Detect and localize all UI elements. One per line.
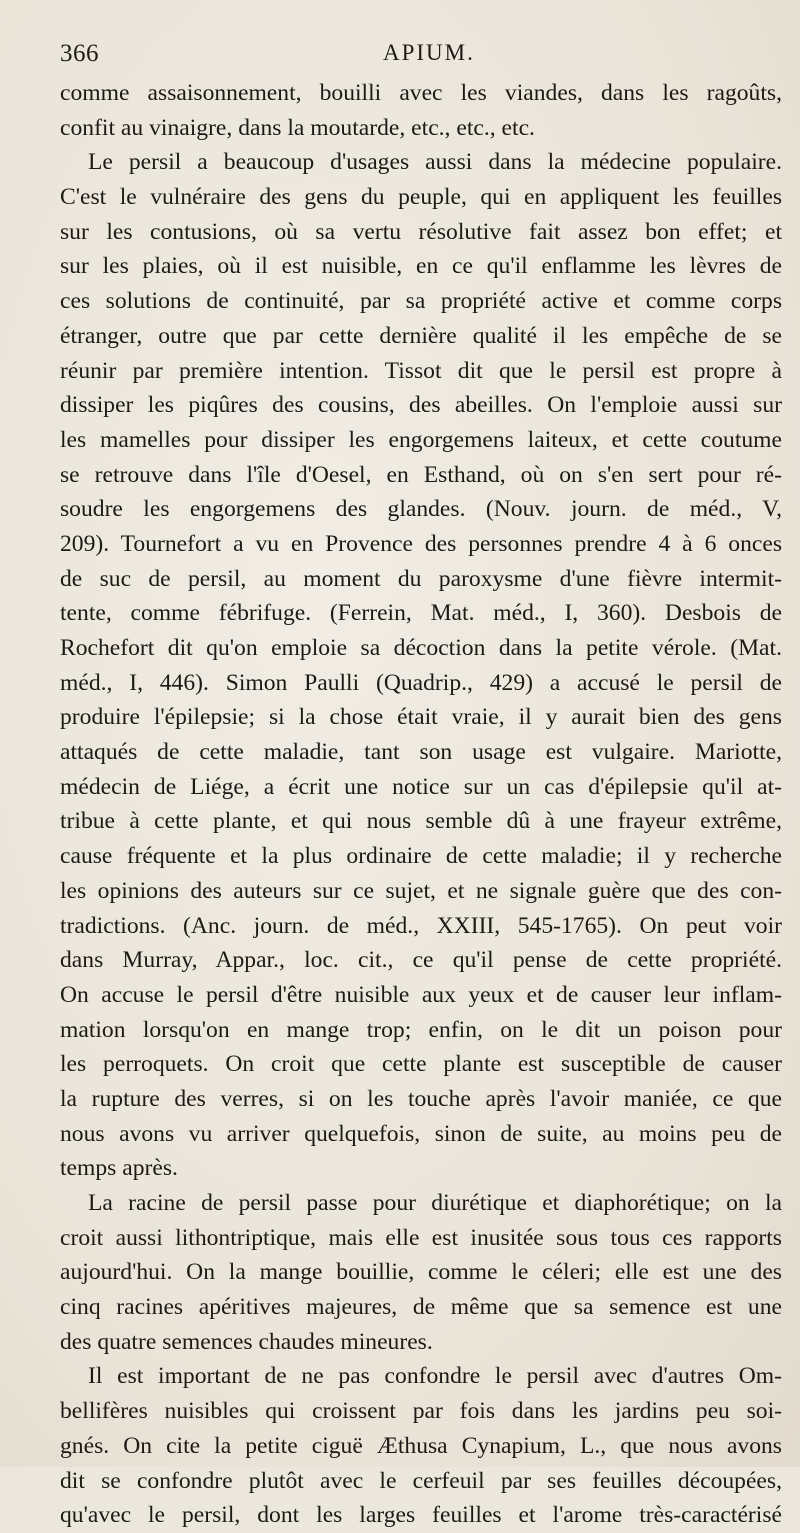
page-header: [60, 36, 782, 76]
text-line: croit aussi lithontriptique, mais elle est inusitée sous tous ces rapports: [60, 1224, 782, 1251]
text-line: nous avons vu arriver quelquefois, sinon de suite, au moins peu de: [60, 1120, 782, 1147]
text-line: dissiper les piqûres des cousins, des abeilles. On l'emploie aussi sur: [60, 392, 782, 419]
text-line: méd., I, 446). Simon Paulli (Quadrip., 429) a accusé le persil de: [60, 669, 782, 696]
text-line: C'est le vulnéraire des gens du peuple, qui en appliquent les feuilles: [60, 184, 782, 211]
text-line: les opinions des auteurs sur ce sujet, et ne signale guère que des con-: [60, 877, 782, 904]
text-line: réunir par première intention. Tissot dit que le persil est propre à: [60, 357, 782, 384]
text-line: qu'avec le persil, dont les larges feuilles et l'arome très-caractérisé: [60, 1502, 782, 1529]
running-head: APIUM.: [383, 40, 475, 65]
page-number: 366: [60, 40, 99, 67]
text-line: dans Murray, Appar., loc. cit., ce qu'il pense de cette propriété.: [60, 947, 782, 974]
text-line: dit se confondre plutôt avec le cerfeuil par ses feuilles découpées,: [60, 1467, 782, 1494]
text-line: produire l'épilepsie; si la chose était vraie, il y aurait bien des gens: [60, 704, 782, 731]
text-line: les perroquets. On croit que cette plante est susceptible de causer: [60, 1051, 782, 1078]
text-line: Le persil a beaucoup d'usages aussi dans la médecine populaire.: [88, 149, 782, 176]
text-line: attaqués de cette maladie, tant son usage est vulgaire. Mariotte,: [60, 739, 782, 766]
body-text: [60, 76, 782, 1533]
text-line: se retrouve dans l'île d'Oesel, en Esthand, où on s'en sert pour ré-: [60, 461, 782, 488]
text-line: confit au vinaigre, dans la moutarde, etc., etc., etc.: [60, 114, 535, 141]
text-line: ces solutions de continuité, par sa propriété active et comme corps: [60, 288, 782, 315]
text-line: tribue à cette plante, et qui nous semble dû à une frayeur extrême,: [60, 808, 782, 835]
text-line: médecin de Liége, a écrit une notice sur un cas d'épilepsie qu'il at-: [60, 773, 782, 800]
text-line: temps après.: [60, 1155, 178, 1182]
text-line: de suc de persil, au moment du paroxysme d'une fièvre intermit-: [60, 565, 782, 592]
text-line: cinq racines apéritives majeures, de même que sa semence est une: [60, 1294, 782, 1321]
text-line: soudre les engorgemens des glandes. (Nouv. journ. de méd., V,: [60, 496, 782, 523]
text-line: comme assaisonnement, bouilli avec les viandes, dans les ragoûts,: [60, 80, 782, 106]
text-line: On accuse le persil d'être nuisible aux yeux et de causer leur inflam-: [60, 981, 782, 1008]
text-line: tente, comme fébrifuge. (Ferrein, Mat. méd., I, 360). Desbois de: [60, 600, 782, 627]
text-line: aujourd'hui. On la mange bouillie, comme le céleri; elle est une des: [60, 1259, 782, 1286]
text-line: gnés. On cite la petite ciguë Æthusa Cynapium, L., que nous avons: [60, 1432, 782, 1459]
text-line: 209). Tournefort a vu en Provence des personnes prendre 4 à 6 onces: [60, 530, 782, 557]
text-line: sur les plaies, où il est nuisible, en ce qu'il enflamme les lèvres de: [60, 253, 782, 280]
text-line: cause fréquente et la plus ordinaire de cette maladie; il y recherche: [60, 843, 782, 870]
text-line: la rupture des verres, si on les touche après l'avoir maniée, ce que: [60, 1085, 782, 1112]
text-line: des quatre semences chaudes mineures.: [60, 1328, 433, 1355]
text-line: tradictions. (Anc. journ. de méd., XXIII, 545-1765). On peut voir: [60, 912, 782, 939]
text-line: étranger, outre que par cette dernière qualité il les empêche de se: [60, 322, 782, 349]
text-line: Rochefort dit qu'on emploie sa décoction dans la petite vérole. (Mat.: [60, 635, 782, 661]
text-line: bellifères nuisibles qui croissent par fois dans les jardins peu soi-: [60, 1398, 782, 1425]
text-line: La racine de persil passe pour diurétique et diaphorétique; on la: [88, 1190, 782, 1216]
text-line: sur les contusions, où sa vertu résolutive fait assez bon effet; et: [60, 218, 782, 245]
text-line: mation lorsqu'on en mange trop; enfin, on le dit un poison pour: [60, 1016, 782, 1043]
text-line: les mamelles pour dissiper les engorgemens laiteux, et cette coutume: [60, 426, 782, 453]
text-line: Il est important de ne pas confondre le persil avec d'autres Om-: [88, 1363, 782, 1390]
